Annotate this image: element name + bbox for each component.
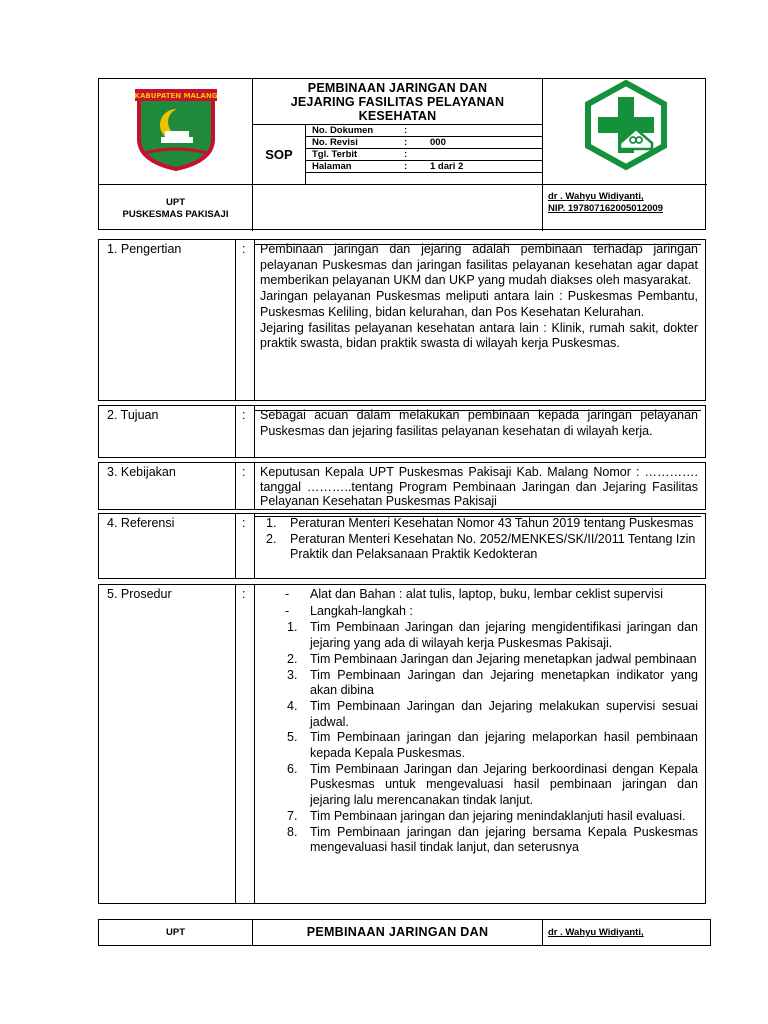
footer-title: PEMBINAAN JARINGAN DAN xyxy=(253,920,543,945)
section-label: 2. Tujuan xyxy=(107,408,159,422)
footer-upt: UPT xyxy=(99,920,253,945)
right-logo-cell xyxy=(543,79,707,185)
list-item: 7. Tim Pembinaan jaringan dan jejaring menindaklanjuti hasil evaluasi. xyxy=(287,808,686,823)
upt-label: UPT xyxy=(166,197,185,208)
kabupaten-malang-crest-icon xyxy=(131,87,221,171)
section-body xyxy=(260,587,698,856)
section-colon: : xyxy=(242,408,246,422)
section-colon: : xyxy=(242,465,246,479)
signer-cell xyxy=(543,185,707,231)
meta-row-no-revisi: No. Revisi : 000 xyxy=(306,137,543,149)
section-body xyxy=(260,242,698,352)
signer-name: dr . Wahyu Widiyanti, xyxy=(548,191,644,202)
section-label: 3. Kebijakan xyxy=(107,465,176,479)
sop-header-table xyxy=(98,78,706,230)
list-item: 1. Tim Pembinaan Jaringan dan jejaring mengidentifikasi jaringan dan jejaring yang ada di wilayah kerja Puskesmas Pakisaji. xyxy=(287,620,698,651)
blank-cell xyxy=(253,185,543,231)
section-prosedur xyxy=(98,584,706,904)
section-colon: : xyxy=(242,516,246,530)
list-item: 1. Peraturan Menteri Kesehatan Nomor 43 Tahun 2019 tentang Puskesmas xyxy=(266,516,694,530)
paragraph: Pembinaan jaringan dan jejaring adalah pembinaan terhadap jaringan pelayanan Puskesmas dan jaringan fasilitas pelayanan kesehatan agar dapat memberikan pelayanan UKM dan UKP yang mudah diakses oleh masyarakat. xyxy=(260,242,698,288)
list-item: 2. Peraturan Menteri Kesehatan No. 2052/MENKES/SK/II/2011 Tentang Izin Praktik dan Pelaksanaan Praktik Kedokteran xyxy=(266,531,696,561)
list-item: 8. Tim Pembinaan jaringan dan jejaring bersama Kepala Puskesmas mengevaluasi hasil tindak lanjut, dan seterusnya xyxy=(287,824,698,855)
document-meta-table xyxy=(306,125,543,185)
upt-cell xyxy=(99,185,253,231)
section-body xyxy=(260,516,698,563)
section-pengertian xyxy=(98,239,706,401)
list-item: - Langkah-langkah : xyxy=(285,603,413,618)
list-item: 6. Tim Pembinaan Jaringan dan Jejaring berkoordinasi dengan Kepala Puskesmas untuk mengevaluasi hasil pembinaan jaringan dan jejaring lalu merencanakan tindak lanjut. xyxy=(287,761,698,808)
list-item: 3. Tim Pembinaan Jaringan dan Jejaring menetapkan indikator yang akan dibina xyxy=(287,667,698,698)
title-line-2: JEJARING FASILITAS PELAYANAN xyxy=(290,95,505,109)
document-title xyxy=(253,79,543,125)
meta-row-no-dokumen: No. Dokumen : xyxy=(306,125,543,137)
section-label: 5. Prosedur xyxy=(107,587,172,601)
meta-row-tgl-terbit: Tgl. Terbit : xyxy=(306,149,543,161)
svg-text:KABUPATEN MALANG: KABUPATEN MALANG xyxy=(134,92,218,100)
title-line-3: KESEHATAN xyxy=(358,109,437,123)
section-body: Keputusan Kepala UPT Puskesmas Pakisaji Kab. Malang Nomor : …………. tanggal ………..tentang Program Pembinaan Jaringan dan Jejaring Fasilitas Pelayanan Kesehatan Puskesmas Pakisaji xyxy=(260,465,698,508)
section-colon: : xyxy=(242,587,246,601)
section-referensi xyxy=(98,513,706,579)
list-item: 2. Tim Pembinaan Jaringan dan Jejaring menetapkan jadwal pembinaan xyxy=(287,651,697,666)
paragraph: Jejaring fasilitas pelayanan kesehatan antara lain : Klinik, rumah sakit, dokter praktik swasta, bidan praktik swasta di wilayah kerja Puskesmas. xyxy=(260,320,698,351)
section-label: 1. Pengertian xyxy=(107,242,182,256)
section-colon: : xyxy=(242,242,246,256)
sop-label: SOP xyxy=(253,125,306,185)
meta-row-halaman: Halaman : 1 dari 2 xyxy=(306,161,543,173)
next-page-header xyxy=(98,919,711,946)
left-logo-cell xyxy=(99,79,253,185)
upt-name: PUSKESMAS PAKISAJI xyxy=(122,209,229,220)
footer-signer: dr . Wahyu Widiyanti, xyxy=(548,927,644,938)
section-kebijakan xyxy=(98,462,706,510)
title-line-1: PEMBINAAN JARINGAN DAN xyxy=(307,81,488,95)
puskesmas-logo-icon xyxy=(580,79,672,171)
signer-nip: NIP. 197807162005012009 xyxy=(548,203,663,214)
list-item: 4. Tim Pembinaan Jaringan dan Jejaring melakukan supervisi sesuai jadwal. xyxy=(287,698,698,729)
list-item: - Alat dan Bahan : alat tulis, laptop, buku, lembar ceklist supervisi xyxy=(285,587,663,601)
list-item: 5. Tim Pembinaan jaringan dan jejaring melaporkan hasil pembinaan kepada Kepala Puskesmas. xyxy=(287,730,698,761)
paragraph: Jaringan pelayanan Puskesmas meliputi antara lain : Puskesmas Pembantu, Puskesmas Keliling, bidan kelurahan, dan Pos Kesehatan Kelurahan. xyxy=(260,289,698,319)
section-tujuan xyxy=(98,405,706,458)
section-label: 4. Referensi xyxy=(107,516,175,530)
section-body: Sebagai acuan dalam melakukan pembinaan kepada jaringan pelayanan Puskesmas dan jejaring fasilitas pelayanan kesehatan di wilayah kerja. xyxy=(260,408,698,438)
